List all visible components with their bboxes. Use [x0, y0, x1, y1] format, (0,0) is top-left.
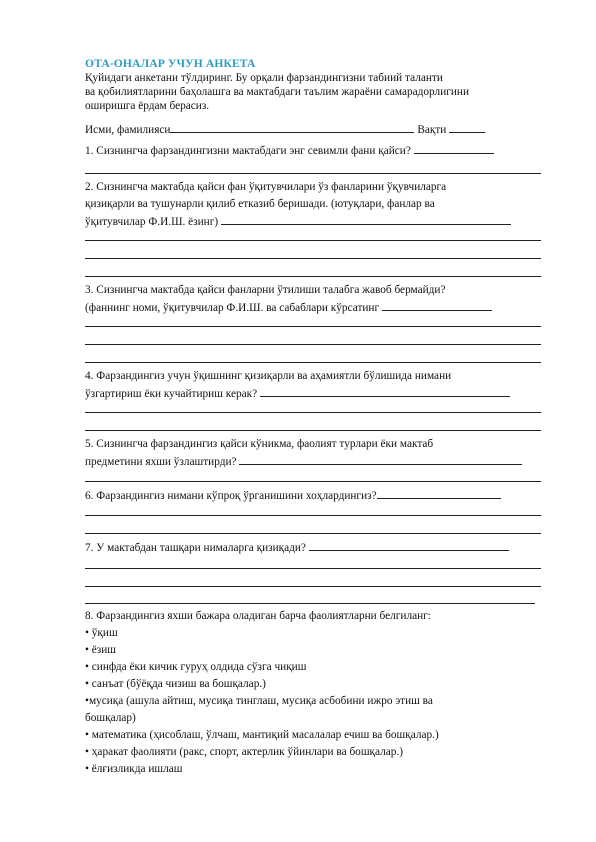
question-3-row — [85, 300, 492, 315]
answer-3-line[interactable] — [85, 344, 541, 345]
page-title: ОТА-ОНАЛАР УЧУН АНКЕТА — [85, 57, 256, 70]
answer-6-line[interactable] — [85, 533, 541, 534]
option-item[interactable]: • ёлғизликда ишлаш — [85, 763, 183, 775]
answer-4-field[interactable] — [260, 386, 510, 397]
answer-3-field[interactable] — [382, 300, 492, 311]
answer-5-line[interactable] — [85, 481, 541, 482]
intro-line-3: оширишга ёрдам берасиз. — [85, 100, 210, 112]
question-2-line-3: ўқитувчилар Ф.И.Ш. ёзинг) — [85, 216, 219, 228]
question-6: 6. Фарзандингиз нимани кўпроқ ўрганишини хоҳлардингиз? — [85, 490, 377, 502]
option-item[interactable]: • ўқиш — [85, 627, 118, 639]
question-1: 1. Сизнингча фарзандингизни мактабдаги энг севимли фани қайси? — [85, 145, 411, 157]
question-5-line-2: предметини яхши ўзлаштирди? — [85, 456, 237, 468]
answer-1-field[interactable] — [414, 143, 494, 154]
answer-5-field[interactable] — [239, 454, 522, 465]
option-item[interactable]: • ҳаракат фаолияти (ракс, спорт, актерлик ўйинлари ва бошқалар.) — [85, 746, 404, 758]
answer-2-field[interactable] — [221, 214, 511, 225]
name-field[interactable] — [170, 122, 414, 133]
question-4-row — [85, 386, 510, 401]
question-8: 8. Фарзандингиз яхши бажара оладиган барча фаолиятларни белгиланг: — [85, 610, 431, 622]
question-7: 7. У мактабдан ташқари нималарга қизиқади? — [85, 542, 306, 554]
name-row — [85, 122, 485, 137]
question-3-line-2: (фаннинг номи, ўқитувчилар Ф.И.Ш. ва сабаблари кўрсатинг — [85, 302, 380, 314]
question-4-line-1: 4. Фарзандингиз учун ўқишнинг қизиқарли ва аҳамиятли бўлишида нимани — [85, 370, 452, 382]
answer-6-field[interactable] — [377, 488, 501, 499]
answer-7-field[interactable] — [309, 540, 509, 551]
question-2-row — [85, 214, 511, 229]
question-2-line-2: қизиқарли ва тушунарли қилиб етказиб беришади. (ютуқлари, фанлар ва — [85, 198, 435, 210]
option-item[interactable]: •мусиқа (ашула айтиш, мусиқа тинглаш, мусиқа асбобини ижро этиш ва — [85, 695, 433, 707]
answer-2-line[interactable] — [85, 258, 541, 259]
question-5-line-1: 5. Сизнингча фарзандингиз қайси кўникма, фаолият турлари ёки мактаб — [85, 438, 434, 450]
option-item-continuation: бошқалар) — [85, 712, 136, 724]
name-label: Исми, фамилияси — [85, 124, 171, 136]
option-item[interactable]: • математика (ҳисоблаш, ўлчаш, мантиқий масалалар ечиш ва бошқалар.) — [85, 729, 439, 741]
answer-3-line[interactable] — [85, 326, 541, 327]
question-1-row — [85, 143, 494, 158]
option-item[interactable]: • синфда ёки кичик гуруҳ олдида сўзга чиқиш — [85, 661, 307, 673]
question-4-line-2: ўзгартириш ёки кучайтириш керак? — [85, 388, 258, 400]
answer-3-line[interactable] — [85, 362, 541, 363]
answer-1-line[interactable] — [85, 173, 541, 174]
intro-line-1: Қуйидаги анкетани тўлдиринг. Бу орқали фарзандингизни табиий таланти — [85, 72, 443, 84]
question-2-line-1: 2. Сизнингча мактабда қайси фан ўқитувчилари ўз фанларини ўқувчиларга — [85, 181, 447, 193]
option-item[interactable]: • ёзиш — [85, 644, 117, 656]
answer-4-line[interactable] — [85, 412, 541, 413]
time-field[interactable] — [449, 122, 485, 133]
option-item[interactable]: • санъат (бўёқда чизиш ва бошқалар.) — [85, 678, 266, 690]
intro-line-2: ва қобилиятларини баҳолашга ва мактабдаги таълим жараёни самарадорлигини — [85, 86, 470, 98]
question-6-row — [85, 488, 501, 503]
question-5-row — [85, 454, 522, 469]
answer-7-line[interactable] — [85, 586, 541, 587]
answer-6-line[interactable] — [85, 515, 541, 516]
answer-7-line[interactable] — [85, 603, 535, 604]
answer-2-line[interactable] — [85, 276, 541, 277]
answer-2-line[interactable] — [85, 240, 541, 241]
answer-4-line[interactable] — [85, 430, 541, 431]
time-label: Вақти — [417, 124, 447, 136]
question-3-line-1: 3. Сизнингча мактабда қайси фанларни ўтилиши талабга жавоб бермайди? — [85, 284, 446, 296]
question-7-row — [85, 540, 509, 555]
answer-7-line[interactable] — [85, 568, 541, 569]
